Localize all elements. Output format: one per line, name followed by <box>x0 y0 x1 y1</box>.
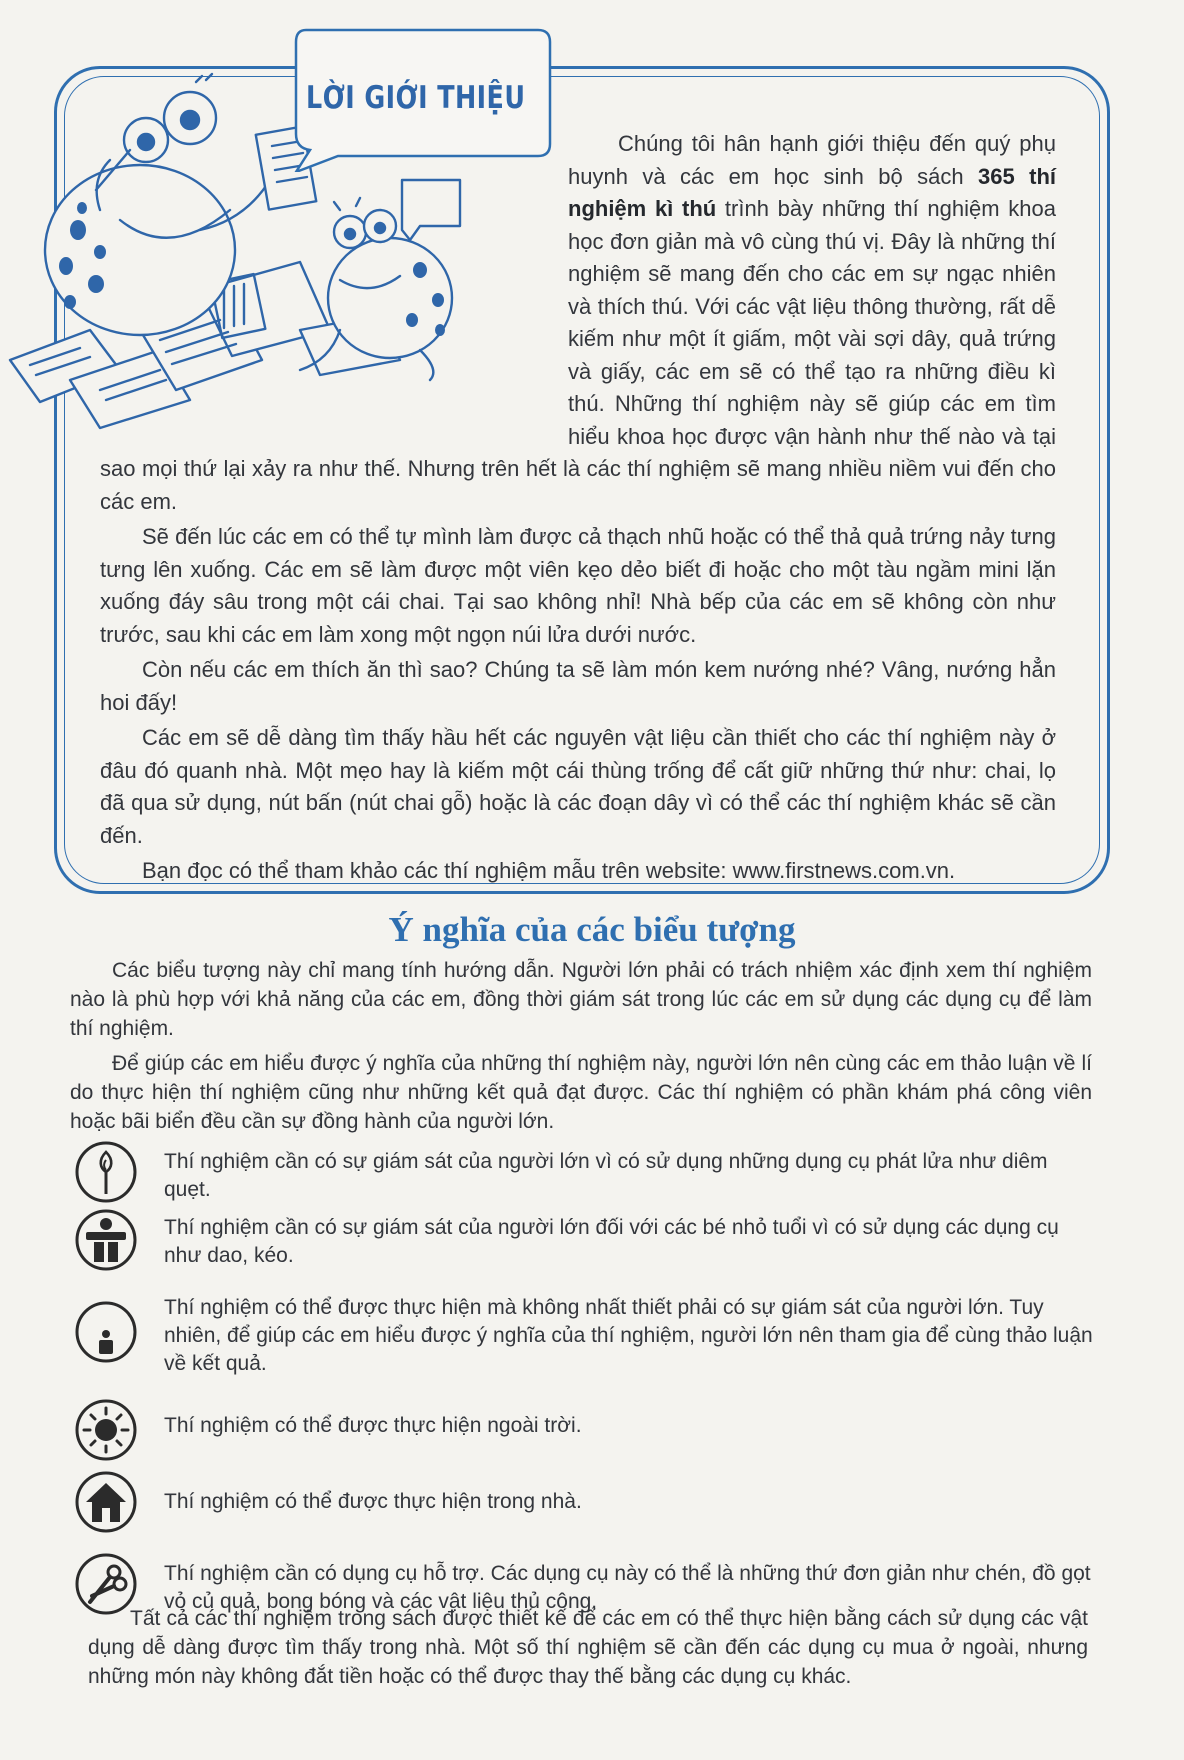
intro-title: LỜI GIỚI THIỆU <box>306 80 526 116</box>
symbols-paragraph-2: Để giúp các em hiểu được ý nghĩa của những thí nghiệm này, người lớn nên cùng các em thảo luận về lí do thực hiện thí nghiệm cũng như những kết quả đạt được. Các thí nghiệm có phần khám phá công viên hoặc bãi biển đều cần sự đồng hành của người lớn. <box>70 1052 1092 1133</box>
intro-paragraph-3: Còn nếu các em thích ăn thì sao? Chúng ta sẽ làm món kem nướng nhé? Vâng, nướng hẳn hoi đấy! <box>100 657 1056 715</box>
legend-item <box>70 1140 1100 1204</box>
legend-text: Thí nghiệm cần có sự giám sát của người lớn đối với các bé nhỏ tuổi vì có sử dụng các dụng cụ như dao, kéo. <box>164 1216 1059 1267</box>
intro-paragraph-2: Sẽ đến lúc các em có thể tự mình làm được cả thạch nhũ hoặc có thể thả quả trứng nảy tưng tưng lên xuống. Các em sẽ làm được một viên kẹo dẻo biết đi hoặc cho một tàu ngầm mini lặn xuống đáy sâu trong một cái chai. Tại sao không nhỉ! Nhà bếp của các em sẽ không còn như trước, sau khi các em làm xong một ngọn núi lửa dưới nước. <box>100 524 1056 647</box>
legend-text: Thí nghiệm cần có dụng cụ hỗ trợ. Các dụng cụ này có thể là những thứ đơn giản như chén, đồ gọt vỏ củ quả, bong bóng và các vật liệu thủ công. <box>164 1562 1091 1613</box>
symbols-intro <box>70 956 1092 1142</box>
intro-p1-text-a: Chúng tôi hân hạnh giới thiệu đến quý phụ huynh và các em học sinh bộ sách <box>568 131 1056 189</box>
symbols-title: Ý nghĩa của các biểu tượng <box>388 910 796 949</box>
book-title: 365 thí nghiệm kì thú <box>568 163 1056 221</box>
legend-text: Thí nghiệm có thể được thực hiện mà không nhất thiết phải có sự giám sát của người lớn. Tuy nhiên, để giúp các em hiểu được ý nghĩa của thí nghiệm, người lớn nên tham gia để cùng thảo luận về kết quả. <box>164 1296 1093 1375</box>
sun-icon <box>74 1398 138 1462</box>
house-icon <box>74 1470 138 1534</box>
intro-paragraph-4: Các em sẽ dễ dàng tìm thấy hầu hết các nguyên vật liệu cần thiết cho các thí nghiệm này ở đâu đó quanh nhà. Một mẹo hay là kiếm một cái thùng trống để cất giữ những thứ như: chai, lọ đã qua sử dụng, nút bấn (nút chai gỗ) hoặc là các đoạn dây vì có thể các thí nghiệm khác sẽ cần đến. <box>100 725 1056 848</box>
legend-item <box>70 1468 1100 1536</box>
intro-text <box>100 128 1056 888</box>
symbols-paragraph-1: Các biểu tượng này chỉ mang tính hướng dẫn. Người lớn phải có trách nhiệm xác định xem thí nghiệm nào là phù hợp với khả năng của các em, đồng thời giám sát trong lúc các em sử dụng các dụng cụ để làm thí nghiệm. <box>70 959 1092 1040</box>
legend-text: Thí nghiệm có thể được thực hiện trong nhà. <box>164 1490 582 1513</box>
legend-text: Thí nghiệm cần có sự giám sát của người lớn vì có sử dụng những dụng cụ phát lửa như diêm quẹt. <box>164 1150 1048 1201</box>
closing-paragraph: Tất cả các thí nghiệm trong sách được thiết kế để các em có thể thực hiện bằng cách sử dụng các vật dụng dễ dàng được tìm thấy trong nhà. Một số thí nghiệm sẽ cần đến các dụng cụ mua ở ngoài, nhưng những món này không đắt tiền hoặc có thể được thay thế bằng các dụng cụ khác. <box>88 1607 1088 1688</box>
legend-item <box>70 1206 1100 1276</box>
match-flame-icon <box>74 1140 138 1204</box>
intro-p1-text-b: trình bày những thí nghiệm khoa học đơn giản mà vô cùng thú vị. Đây là những thí nghiệm sẽ mang đến cho các em sự ngạc nhiên và thích thú. Với các vật liệu thông thường, rất dễ kiếm như một ít giấm, một vài sợi dây, quả trứng và giấy, các em sẽ có thể tạo ra những điều kì thú. Những thí nghiệm này sẽ giúp các em tìm hiểu khoa học được vận hành như thế nào và tại sao mọi thứ lại xảy ra như thế. Nhưng trên hết là các thí nghiệm sẽ mang nhiều niềm vui đến cho các em. <box>100 196 1057 514</box>
illustration-spacer <box>100 128 568 436</box>
legend-text: Thí nghiệm có thể được thực hiện ngoài trời. <box>164 1414 582 1437</box>
intro-paragraph-5: Bạn đọc có thể tham khảo các thí nghiệm mẫu trên website: www.firstnews.com.vn. <box>142 858 956 883</box>
adult-child-icon <box>74 1208 138 1272</box>
info-icon <box>74 1300 138 1364</box>
legend-item <box>70 1288 1100 1380</box>
legend-item <box>70 1398 1100 1462</box>
